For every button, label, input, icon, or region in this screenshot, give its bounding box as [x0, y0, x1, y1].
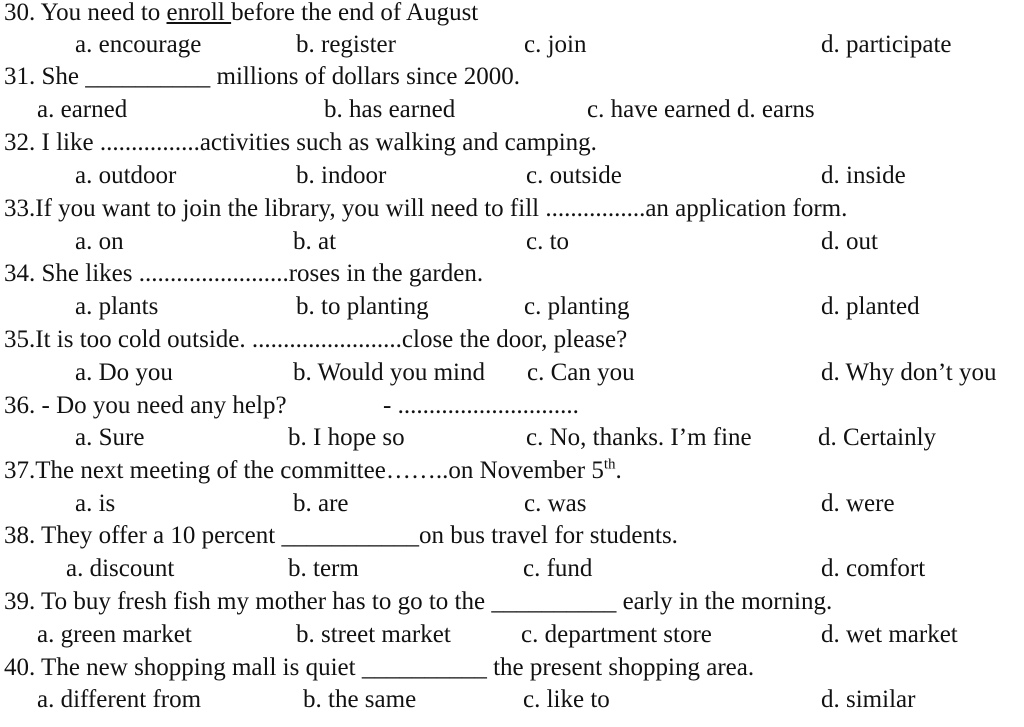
option-a: a. on — [75, 228, 124, 255]
question-39: 39. To buy fresh fish my mother has to go to the __________ early in the morning. — [4, 588, 833, 615]
question-36: 36. - Do you need any help? — [4, 392, 287, 419]
superscript: th — [603, 456, 616, 473]
option-a: a. different from — [37, 686, 202, 713]
option-a: a. Do you — [75, 359, 173, 386]
option-b: b. has earned — [324, 96, 456, 123]
option-c: c. Can you — [527, 359, 635, 386]
option-c: c. department store — [521, 621, 712, 648]
option-d: d. similar — [821, 686, 916, 713]
option-d: d. wet market — [821, 621, 958, 648]
question-text: . — [615, 457, 622, 484]
option-c: c. like to — [523, 686, 610, 713]
option-d: d. Why don’t you — [821, 359, 997, 386]
option-a: a. plants — [75, 293, 159, 320]
option-b: b. the same — [303, 686, 417, 713]
question-text: 37.The next meeting of the committee……..on November 5 — [4, 457, 604, 484]
question-36-response: - ............................. — [383, 392, 579, 419]
option-a: a. green market — [37, 621, 192, 648]
option-b: b. street market — [296, 621, 451, 648]
option-c: c. outside — [526, 162, 622, 189]
option-c: c. No, thanks. I’m fine — [526, 424, 752, 451]
question-30 — [4, 0, 478, 28]
option-b: b. Would you mind — [293, 359, 485, 386]
option-b: b. indoor — [296, 162, 387, 189]
option-a: a. encourage — [75, 31, 202, 58]
question-40: 40. The new shopping mall is quiet __________ the present shopping area. — [4, 654, 755, 681]
option-c: c. join — [524, 31, 587, 58]
option-c: c. to — [526, 228, 570, 255]
option-d: d. were — [821, 490, 895, 517]
option-d: d. participate — [821, 31, 952, 58]
option-d: d. out — [821, 228, 878, 255]
option-b: b. to planting — [296, 293, 429, 320]
option-b: b. are — [293, 490, 349, 517]
option-c: c. planting — [524, 293, 630, 320]
option-d: d. inside — [821, 162, 906, 189]
question-text: before the end of August — [231, 0, 479, 26]
option-b: b. term — [288, 555, 359, 582]
option-b: b. at — [293, 228, 337, 255]
option-a: a. discount — [66, 555, 175, 582]
question-text: 30. You need to — [4, 0, 167, 26]
question-31: 31. She __________ millions of dollars since 2000. — [4, 63, 520, 90]
question-34: 34. She likes ........................roses in the garden. — [4, 260, 484, 287]
question-38: 38. They offer a 10 percent ___________on bus travel for students. — [4, 522, 678, 549]
question-32: 32. I like ................activities such as walking and camping. — [4, 129, 597, 156]
option-a: a. outdoor — [75, 162, 177, 189]
option-b: b. register — [296, 31, 396, 58]
question-37 — [4, 456, 622, 486]
question-35: 35.It is too cold outside. ........................close the door, please? — [4, 326, 628, 353]
option-c-d: c. have earned d. earns — [587, 96, 815, 123]
option-d: d. planted — [821, 293, 920, 320]
option-c: c. fund — [523, 555, 593, 582]
underlined-word: enroll — [166, 0, 232, 26]
option-a: a. Sure — [75, 424, 145, 451]
option-a: a. is — [75, 490, 116, 517]
option-a: a. earned — [37, 96, 128, 123]
option-d: d. comfort — [821, 555, 926, 582]
option-c: c. was — [524, 490, 587, 517]
option-b: b. I hope so — [288, 424, 405, 451]
option-d: d. Certainly — [818, 424, 937, 451]
question-33: 33.If you want to join the library, you will need to fill ................an application form. — [4, 195, 848, 222]
